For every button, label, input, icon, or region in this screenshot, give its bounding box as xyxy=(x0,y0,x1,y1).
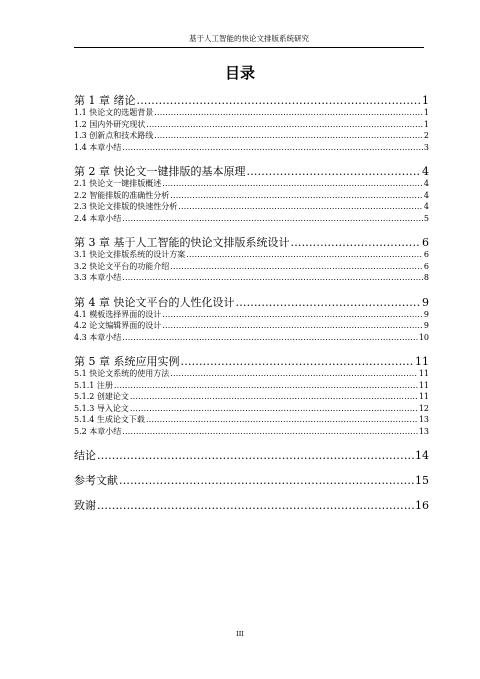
toc-entry-label: 1.3 创新点和技术路线 xyxy=(74,131,154,140)
toc-entry-page: 15 xyxy=(415,474,429,487)
toc-leader-dots xyxy=(130,392,418,401)
toc-leader-dots xyxy=(162,179,423,188)
toc-chapter-row[interactable] xyxy=(74,163,429,178)
toc-section-row[interactable] xyxy=(74,320,429,332)
toc-leader-dots xyxy=(137,94,422,107)
toc-leader-dots xyxy=(170,262,423,271)
toc-leader-dots xyxy=(114,381,418,390)
toc-entry-page: 8 xyxy=(423,273,429,282)
toc-entry-page: 6 xyxy=(423,250,429,259)
toc-entry-label: 3.3 本章小结 xyxy=(74,273,122,282)
toc-entry-page: 14 xyxy=(415,449,429,462)
toc-leader-dots xyxy=(119,474,414,487)
toc-chapter-row[interactable] xyxy=(74,234,429,249)
toc-entry-label: 致谢 xyxy=(74,499,96,512)
toc-entry-page: 1 xyxy=(423,119,429,129)
toc-section-row[interactable] xyxy=(74,426,429,438)
toc-leader-dots xyxy=(122,273,423,282)
toc-section-row[interactable] xyxy=(74,213,429,225)
toc-entry-label: 第 3 章 基于人工智能的快论文排版系统设计 xyxy=(74,236,290,249)
toc-entry-label: 2.4 本章小结 xyxy=(74,213,122,223)
toc-leader-dots xyxy=(122,214,423,223)
toc-chapter-row[interactable] xyxy=(74,497,429,512)
toc-leader-dots xyxy=(247,165,422,178)
toc-entry-page: 6 xyxy=(423,261,429,271)
toc-section-row[interactable] xyxy=(74,130,429,142)
toc-title: 目录 xyxy=(224,64,255,82)
toc-entry-page: 12 xyxy=(418,403,429,413)
toc-entry-label: 第 2 章 快论文一键排版的基本原理 xyxy=(74,165,246,178)
toc-leader-dots xyxy=(122,143,423,152)
toc-section-row[interactable] xyxy=(74,119,429,131)
toc-entry-page: 6 xyxy=(422,236,429,249)
toc-leader-dots xyxy=(170,191,423,200)
toc-entry-label: 1.2 国内外研究现状 xyxy=(74,119,146,129)
toc-entry-page: 11 xyxy=(418,369,429,378)
toc-entry-label: 4.2 论文编辑界面的设计 xyxy=(74,321,162,330)
toc-leader-dots xyxy=(130,404,418,413)
toc-leader-dots xyxy=(122,333,418,342)
toc-section-row[interactable] xyxy=(74,142,429,154)
toc-entry-label: 结论 xyxy=(74,449,96,462)
toc-entry-label: 4.3 本章小结 xyxy=(74,332,122,342)
toc-entry-label: 3.2 快论文平台的功能介绍 xyxy=(74,261,170,271)
toc-entry-label: 3.1 快论文排版系统的设计方案 xyxy=(74,250,186,259)
toc-leader-dots xyxy=(154,108,423,117)
table-of-contents xyxy=(74,92,429,512)
toc-entry-label: 5.1 快论文系统的使用方法 xyxy=(74,369,170,378)
toc-section-row[interactable] xyxy=(74,332,429,344)
toc-chapter-row[interactable] xyxy=(74,294,429,309)
toc-section-row[interactable] xyxy=(74,272,429,284)
toc-leader-dots xyxy=(154,131,423,140)
toc-entry-label: 参考文献 xyxy=(74,474,118,487)
toc-entry-page: 3 xyxy=(423,142,429,152)
toc-chapter-row[interactable] xyxy=(74,472,429,487)
toc-section-row[interactable] xyxy=(74,391,429,403)
toc-entry-page: 9 xyxy=(423,309,429,319)
toc-chapter-row[interactable] xyxy=(74,353,429,368)
toc-entry-page: 11 xyxy=(418,380,429,390)
toc-section-row[interactable] xyxy=(74,178,429,190)
toc-entry-page: 4 xyxy=(423,179,429,188)
page-number: III xyxy=(236,630,244,638)
toc-chapter-row[interactable] xyxy=(74,92,429,107)
toc-leader-dots xyxy=(122,427,418,436)
toc-entry-label: 5.1.2 创建论文 xyxy=(74,392,129,401)
toc-entry-label: 1.4 本章小结 xyxy=(74,142,122,152)
toc-section-row[interactable] xyxy=(74,190,429,202)
toc-entry-page: 11 xyxy=(415,355,429,368)
toc-entry-label: 第 1 章 绪论 xyxy=(74,94,136,107)
toc-entry-label: 5.1.1 注册 xyxy=(74,380,113,390)
toc-entry-label: 5.1.3 导入论文 xyxy=(74,403,129,413)
header-rule xyxy=(74,47,424,48)
toc-entry-label: 第 5 章 系统应用实例 xyxy=(74,355,180,368)
running-header: 基于人工智能的快论文排版系统研究 xyxy=(189,34,309,43)
toc-leader-dots xyxy=(162,321,423,330)
toc-entry-label: 5.2 本章小结 xyxy=(74,426,122,436)
toc-section-row[interactable] xyxy=(74,107,429,119)
toc-entry-label: 5.1.4 生成论文下载 xyxy=(74,415,145,424)
toc-leader-dots xyxy=(146,120,423,129)
toc-entry-page: 9 xyxy=(423,321,429,330)
toc-entry-page: 4 xyxy=(422,165,429,178)
toc-entry-label: 2.2 智能排版的准确性分析 xyxy=(74,190,170,200)
toc-section-row[interactable] xyxy=(74,368,429,380)
toc-entry-page: 10 xyxy=(418,332,429,342)
toc-entry-page: 13 xyxy=(418,415,429,424)
toc-entry-label: 1.1 快论文的选题背景 xyxy=(74,108,154,117)
toc-entry-page: 1 xyxy=(423,108,429,117)
toc-leader-dots xyxy=(97,449,414,462)
toc-leader-dots xyxy=(146,415,418,424)
toc-chapter-row[interactable] xyxy=(74,447,429,462)
toc-section-row[interactable] xyxy=(74,201,429,213)
toc-entry-label: 2.1 快论文一键排版概述 xyxy=(74,179,162,188)
toc-entry-page: 13 xyxy=(418,426,429,436)
toc-entry-page: 4 xyxy=(423,190,429,200)
toc-entry-label: 第 4 章 快论文平台的人性化设计 xyxy=(74,295,235,309)
toc-section-row[interactable] xyxy=(74,261,429,273)
toc-section-row[interactable] xyxy=(74,380,429,392)
toc-entry-label: 2.3 快论文排版的快速性分析 xyxy=(74,202,178,211)
toc-section-row[interactable] xyxy=(74,403,429,415)
toc-entry-page: 11 xyxy=(418,392,429,401)
toc-entry-page: 16 xyxy=(415,499,429,512)
toc-entry-label: 4.1 模板选择界面的设计 xyxy=(74,309,162,319)
toc-entry-page: 2 xyxy=(423,131,429,140)
toc-leader-dots xyxy=(170,369,418,378)
toc-leader-dots xyxy=(181,355,415,368)
toc-section-row[interactable] xyxy=(74,249,429,261)
toc-leader-dots xyxy=(291,236,422,249)
toc-leader-dots xyxy=(236,296,422,309)
toc-entry-page: 5 xyxy=(423,213,429,223)
toc-entry-page: 4 xyxy=(423,202,429,211)
toc-section-row[interactable] xyxy=(74,414,429,426)
toc-leader-dots xyxy=(186,250,423,259)
toc-section-row[interactable] xyxy=(74,309,429,321)
toc-leader-dots xyxy=(178,202,423,211)
toc-leader-dots xyxy=(162,310,423,319)
toc-entry-page: 9 xyxy=(422,295,429,309)
toc-entry-page: 1 xyxy=(422,94,429,107)
toc-leader-dots xyxy=(97,499,414,512)
